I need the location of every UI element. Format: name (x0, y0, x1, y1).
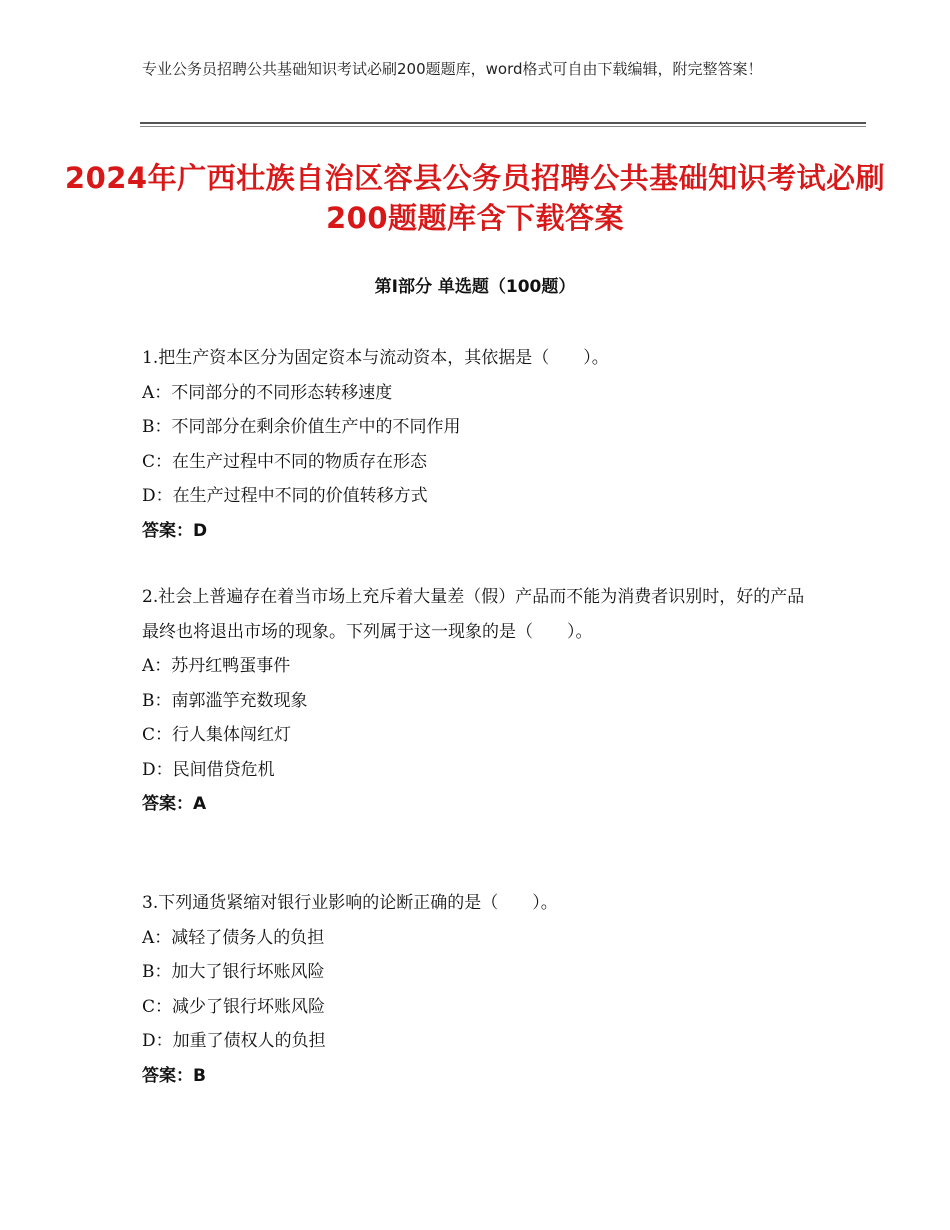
header-divider-thick (140, 122, 866, 124)
option-b: B：不同部分在剩余价值生产中的不同作用 (142, 417, 461, 437)
option-d: D：民间借贷危机 (142, 759, 275, 780)
answer: 答案：A (142, 794, 207, 814)
option-d: D：加重了债权人的负担 (142, 1031, 326, 1051)
option-b: B：南郭滥竽充数现象 (142, 690, 308, 711)
option-c: C：减少了银行坏账风险 (142, 996, 326, 1017)
option-a: A：减轻了债务人的负担 (142, 927, 325, 948)
question-2 (142, 580, 812, 822)
answer: 答案：B (142, 1065, 206, 1086)
option-a: A：不同部分的不同形态转移速度 (142, 382, 393, 403)
option-a: A：苏丹红鸭蛋事件 (142, 656, 291, 676)
option-b: B：加大了银行坏账风险 (142, 962, 325, 982)
answer: 答案：D (142, 520, 208, 541)
option-c: C：行人集体闯红灯 (142, 725, 292, 745)
document-title: 2024年广西壮族自治区容县公务员招聘公共基础知识考试必刷200题题库含下载答案 (64, 161, 886, 235)
section-title: 第Ⅰ部分 单选题（100题） (374, 277, 576, 297)
option-d: D：在生产过程中不同的价值转移方式 (142, 486, 428, 506)
question-stem: 3.下列通货紧缩对银行业影响的论断正确的是（ ）。 (142, 893, 558, 913)
question-stem: 1.把生产资本区分为固定资本与流动资本，其依据是（ ）。 (142, 348, 609, 368)
header-divider-thin (140, 126, 866, 127)
question-stem: 2.社会上普遍存在着当市场上充斥着大量差（假）产品而不能为消费者识别时，好的产品最终也将退出市场的现象。下列属于这一现象的是（ ）。 (142, 587, 805, 642)
question-1 (142, 341, 812, 548)
question-3 (142, 886, 812, 1093)
option-c: C：在生产过程中不同的物质存在形态 (142, 451, 428, 472)
header-note: 专业公务员招聘公共基础知识考试必刷200题题库，word格式可自由下载编辑，附完整答案！ (142, 60, 763, 78)
